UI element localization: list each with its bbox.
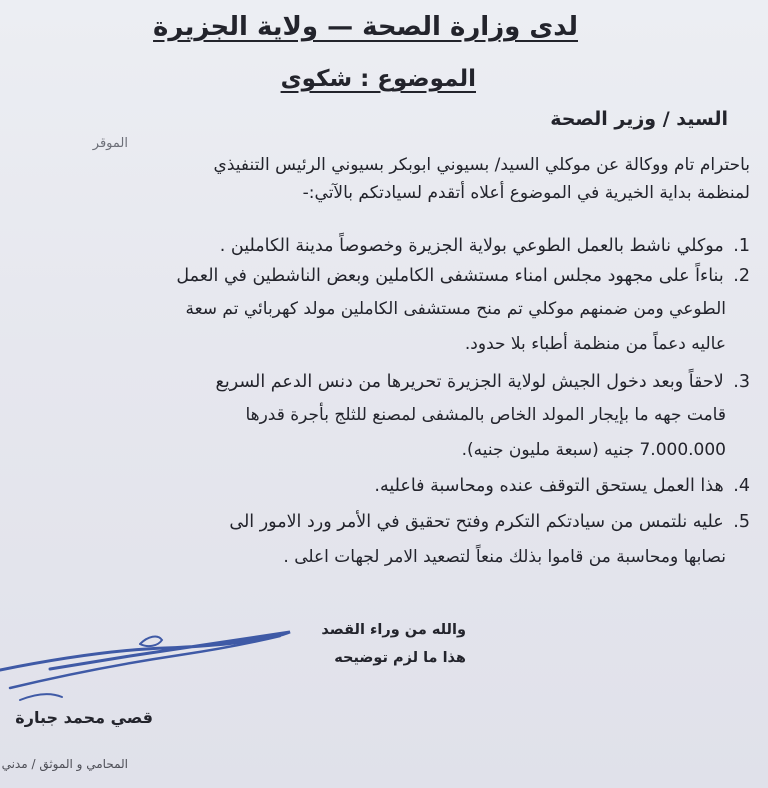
signatory-name: قصي محمد جبارة — [15, 708, 153, 727]
item-text: لاحقاً وبعد دخول الجيش لولاية الجزيرة تحريرها من دنس الدعم السريع — [215, 372, 724, 392]
list-item-1 — [220, 236, 750, 256]
closing-line-2: هذا ما لزم توضيحه — [334, 650, 466, 666]
item-number: 5. — [733, 512, 750, 532]
list-item-3-line-2: قامت جهه ما بإيجار المولد الخاص بالمشفى لمصنع للثلج بأجرة قدرها — [245, 405, 726, 425]
intro-line-2: لمنظمة بداية الخيرية في الموضوع أعلاه أتقدم لسيادتكم بالآتي:- — [302, 183, 750, 203]
addressee: السيد / وزير الصحة — [550, 108, 728, 130]
list-item-2-line-2: الطوعي ومن ضمنهم موكلي تم منح مستشفى الكاملين مولد كهربائي تم سعة — [185, 299, 726, 319]
list-item-2 — [176, 266, 750, 286]
list-item-5-line-2: نصابها ومحاسبة من قاموا بذلك منعاً لتصعيد الامر لجهات اعلى . — [283, 547, 726, 567]
item-text: هذا العمل يستحق التوقف عنده ومحاسبة فاعليه. — [374, 476, 724, 496]
list-item-4 — [374, 476, 750, 496]
intro-line-1: باحترام تام ووكالة عن موكلي السيد/ بسيوني ابوبكر بسيوني الرئيس التنفيذي — [213, 155, 750, 175]
signatory-title: المحامي و الموثق / مدني — [1, 757, 128, 771]
honorific: الموقر — [92, 136, 128, 151]
closing-line-1: والله من وراء القصد — [321, 622, 466, 638]
letter-header: لدى وزارة الصحة — ولاية الجزيرة — [153, 12, 578, 42]
list-item-2-line-3: عاليه دعماً من منظمة أطباء بلا حدود. — [464, 334, 726, 354]
item-number: 1. — [733, 236, 750, 256]
list-item-3 — [216, 372, 750, 392]
item-number: 2. — [733, 266, 750, 286]
item-text: موكلي ناشط بالعمل الطوعي بولاية الجزيرة وخصوصاً مدينة الكاملين . — [219, 236, 724, 256]
item-text: عليه نلتمس من سيادتكم التكرم وفتح تحقيق في الأمر ورد الامور الى — [229, 512, 724, 532]
item-number: 3. — [733, 372, 750, 392]
list-item-5 — [229, 512, 750, 532]
item-number: 4. — [733, 476, 750, 496]
item-text: بناءاً على مجهود مجلس امناء مستشفى الكاملين وبعض الناشطين في العمل — [176, 266, 724, 286]
list-item-3-line-3: 7.000.000 جنيه (سبعة مليون جنيه). — [461, 440, 726, 460]
letter-subject: الموضوع : شكوى — [280, 66, 476, 92]
